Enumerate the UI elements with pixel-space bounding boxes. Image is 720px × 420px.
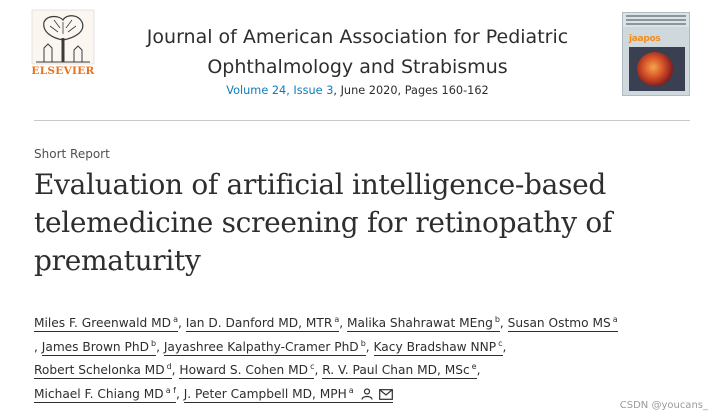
author-link[interactable]: James Brown PhD $^b$ xyxy=(41,338,157,354)
citation xyxy=(110,84,605,97)
email-icon xyxy=(379,389,393,400)
cover-logo: jaapos xyxy=(629,34,661,44)
journal-cover[interactable] xyxy=(622,12,690,96)
header-divider xyxy=(34,120,690,121)
journal-title-line1[interactable]: Journal of American Association for Pediatric xyxy=(146,26,569,48)
journal-title[interactable] xyxy=(110,22,605,82)
person-icon xyxy=(361,388,373,400)
elsevier-tree-icon xyxy=(30,8,96,66)
watermark: CSDN @youcans_ xyxy=(619,400,708,411)
author-link[interactable]: Ian D. Danford MD, MTR $^a$ xyxy=(185,315,340,330)
author-link[interactable]: Malika Shahrawat MEng $^b$ xyxy=(346,315,500,330)
author-link[interactable]: R. V. Paul Chan MD, MSc $^e$ xyxy=(322,362,477,377)
journal-header xyxy=(110,22,605,97)
author-link[interactable]: Jayashree Kalpathy-Cramer PhD $^b$ xyxy=(163,338,366,354)
article-title: Evaluation of artificial intelligence-based telemedicine screening for retinopathy of prematurity xyxy=(34,168,613,277)
corresponding-author-link[interactable]: J. Peter Campbell MD, MPH $^a$ xyxy=(184,387,394,403)
author-link[interactable]: Susan Ostmo MS $^a$ xyxy=(507,315,618,330)
article-type: Short Report xyxy=(34,147,110,161)
cover-header xyxy=(623,13,689,27)
author-link[interactable]: Miles F. Greenwald MD $^a$ xyxy=(34,315,178,330)
volume-issue-link[interactable]: Volume 24, Issue 3 xyxy=(226,84,334,97)
journal-title-line2[interactable]: Ophthalmology and Strabismus xyxy=(207,56,508,78)
cover-retina-image xyxy=(629,47,685,91)
author-link[interactable]: Kacy Bradshaw NNP $^c$ xyxy=(373,338,503,354)
elsevier-wordmark: ELSEVIER xyxy=(31,65,95,77)
author-link[interactable]: Howard S. Cohen MD $^c$ xyxy=(179,362,315,377)
author-list: Miles F. Greenwald MD $^a$, Ian D. Danford MD, MTR $^a$, Malika Shahrawat MEng $^b$, Susan Ostmo MS $^a$ , James Brown PhD $^b$, Jayashree Kalpathy-Cramer PhD $^b$, Kacy Bradshaw NNP $^c$, Robert Schelonka MD $^d$, Howard S. Cohen MD $^c$, R. V. Paul Chan MD, MSc $^e$, Michael F. Chiang MD $^{a f}$, J. Peter Campbell MD, MPH $^a$ xyxy=(34,315,618,401)
date-pages: , June 2020, Pages 160-162 xyxy=(333,84,489,97)
author-link[interactable]: Robert Schelonka MD $^d$ xyxy=(34,362,172,377)
author-link[interactable]: Michael F. Chiang MD $^{a f}$ xyxy=(34,385,176,401)
